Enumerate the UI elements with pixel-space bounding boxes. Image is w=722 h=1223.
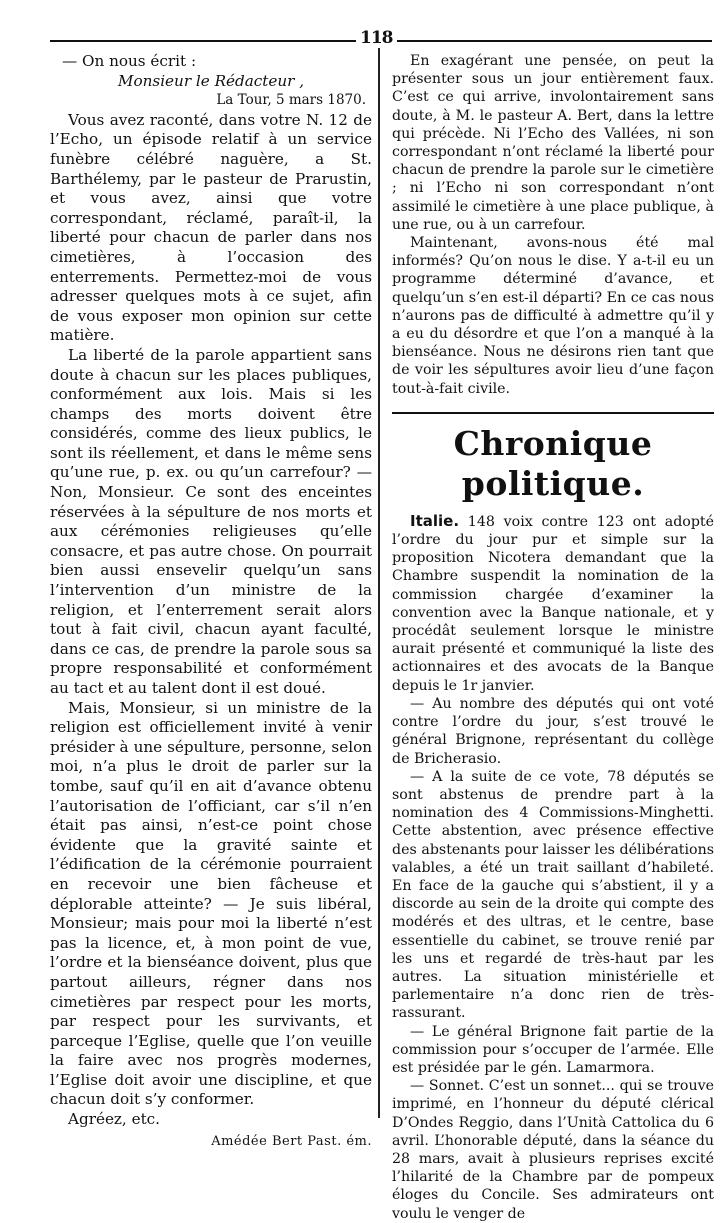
letter-dateline: La Tour, 5 mars 1870. [216,92,366,109]
reply-paragraph: Maintenant, avons-nous été mal informés? Qu’on nous le dise. Y a-t-il eu un programme déterminé d’avance, et quelqu’un s’en est-il départi? En ce cas nous n’aurons pas de difficulté à admettre qu’il y a eu du désordre et que l’on a manqué à la bienséance. Nous ne désirons rien tant que de voir les sépultures avoir lieu d’une façon tout-à-fait civile. [392,235,714,397]
section-title: Chronique politique. [453,423,653,503]
letter-salutation: Monsieur le Rédacteur , [117,71,305,90]
reply-paragraph: En exagérant une pensée, on peut la présenter sous un jour entièrement faux. C’est ce qui arrive, involontairement sans doute, à M. le pasteur A. Bert, dans la lettre qui précède. Ni l’Echo des Vallées, ni son correspondant n’ont réclamé la liberté pour chacun de prendre la parole sur le cimetière ; ni l’Echo ni son correspondant n’ont assimilé le cimetière à une place publique, à une rue, ou à un carrefour. [392,53,714,233]
letter-paragraph: La liberté de la parole appartient sans doute à chacun sur les places publiques, conformément aux lois. Mais si les champs des morts doivent être considérés, comme des lieux publics, le sont ils réellement, et dans le même sens qu’une rue, p. ex. ou qu’un carrefour? — Non, Monsieur. Ce sont des enceintes réservées à la sépulture de nos morts et aux cérémonies religieuses qu’elle consacre, et pas autre chose. On pourrait bien aussi ensevelir quelqu’un sans l’intervention d’un ministre de la religion, et l’enterrement serait alors tout à fait civil, chacun ayant faculté, dans ce cas, de prendre la parole sous sa propre responsabilité et conformément au tact et au talent dont il est doué. [50,345,372,697]
page-number: 118 [356,28,397,48]
news-item: — Au nombre des députés qui ont voté contre l’ordre du jour, s’est trouvé le général Brignone, représentant du collège de Bricherasio. [392,695,714,767]
section-rule [392,412,714,414]
news-item: — Sonnet. C’est un sonnet... qui se trouve imprimé, en l’honneur du député clérical D’Ondes Reggio, dans l’Unità Cattolica du 6 avril. L’honorable député, dans la séance du 28 mars, avait à plusieurs reprises excité l’hilarité de la Chambre par de pompeux éloges du Concile. Ses admirateurs ont voulu le venger de [392,1078,714,1222]
letter-signature: Amédée Bert Past. ém. [211,1133,372,1149]
letter-closing: Agréez, etc. [68,1110,161,1129]
letter-intro: — On nous écrit : [62,52,197,70]
column-divider [378,48,380,1118]
news-item: — A la suite de ce vote, 78 députés se sont abstenus de prendre part à la nomination des 4 Commissions-Minghetti. Cette abstention, avec présence effective des abstenants pour laisser les délibérations valables, a été un trait saillant d’habileté. En face de la gauche qui s’abstient, il y a discorde au sein de la droite qui compte des modérés et des ultras, et le centre, base essentielle du cabinet, se trouve renié par les uns et regardé de très-haut par les autres. La situation ministérielle et parlementaire n’a donc rien de très-rassurant. [392,768,714,1022]
right-column [392,52,714,1223]
letter-paragraph: Mais, Monsieur, si un ministre de la religion est officiellement invité à venir présider à une sépulture, personne, selon moi, n’a plus le droit de parler sur la tombe, sauf qu’il en ait d’avance obtenu l’autorisation de l’officiant, car s’il n’en était pas ainsi, n’est-ce point chose évidente que la gravité sainte et l’édification de la cérémonie pourraient en recevoir une bien fâcheuse et déplorable atteinte? — Je suis libéral, Monsieur; mais pour moi la liberté n’est pas la licence, et, à mon point de vue, l’ordre et la bienséance doivent, plus que partout ailleurs, régner dans nos cimetières par respect pour les morts, par respect pour les survivants, et parceque l’Eglise, quelle que l’on veuille la faire avec nos progrès modernes, l’Eglise doit avoir une discipline, et que chacun doit s’y conformer. [50,698,372,1109]
letter-paragraph: Vous avez raconté, dans votre N. 12 de l’Echo, un épisode relatif à un service funèbre célébré naguère, a St. Barthélemy, par le pasteur de Prarustin, et vous avez, ainsi que votre correspondant, réclamé, paraît-il, la liberté pour chacun de parler dans nos cimetières, à l’occasion des enterrements. Permettez-moi de vous adresser quelques mots à ce sujet, afin de vous exposer mon opinion sur cette matière. [50,110,372,345]
news-text: 148 voix contre 123 ont adopté l’ordre du jour pur et simple sur la proposition Nicotera demandant que la Chambre suspendit la nomination de la commission chargée d’examiner la convention avec la Banque nationale, et y procédât seulement lorsque le ministre aurait présenté et communiqué la liste des actionnaires et des avocats de la Banque depuis le 1r janvier. [392,513,714,694]
news-topic: Italie. [410,511,460,530]
news-item: — Le général Brignone fait partie de la commission pour s’occuper de l’armée. Elle est présidée par le gén. Lamarmora. [392,1023,714,1076]
left-column [50,52,372,1151]
news-item [392,512,714,695]
